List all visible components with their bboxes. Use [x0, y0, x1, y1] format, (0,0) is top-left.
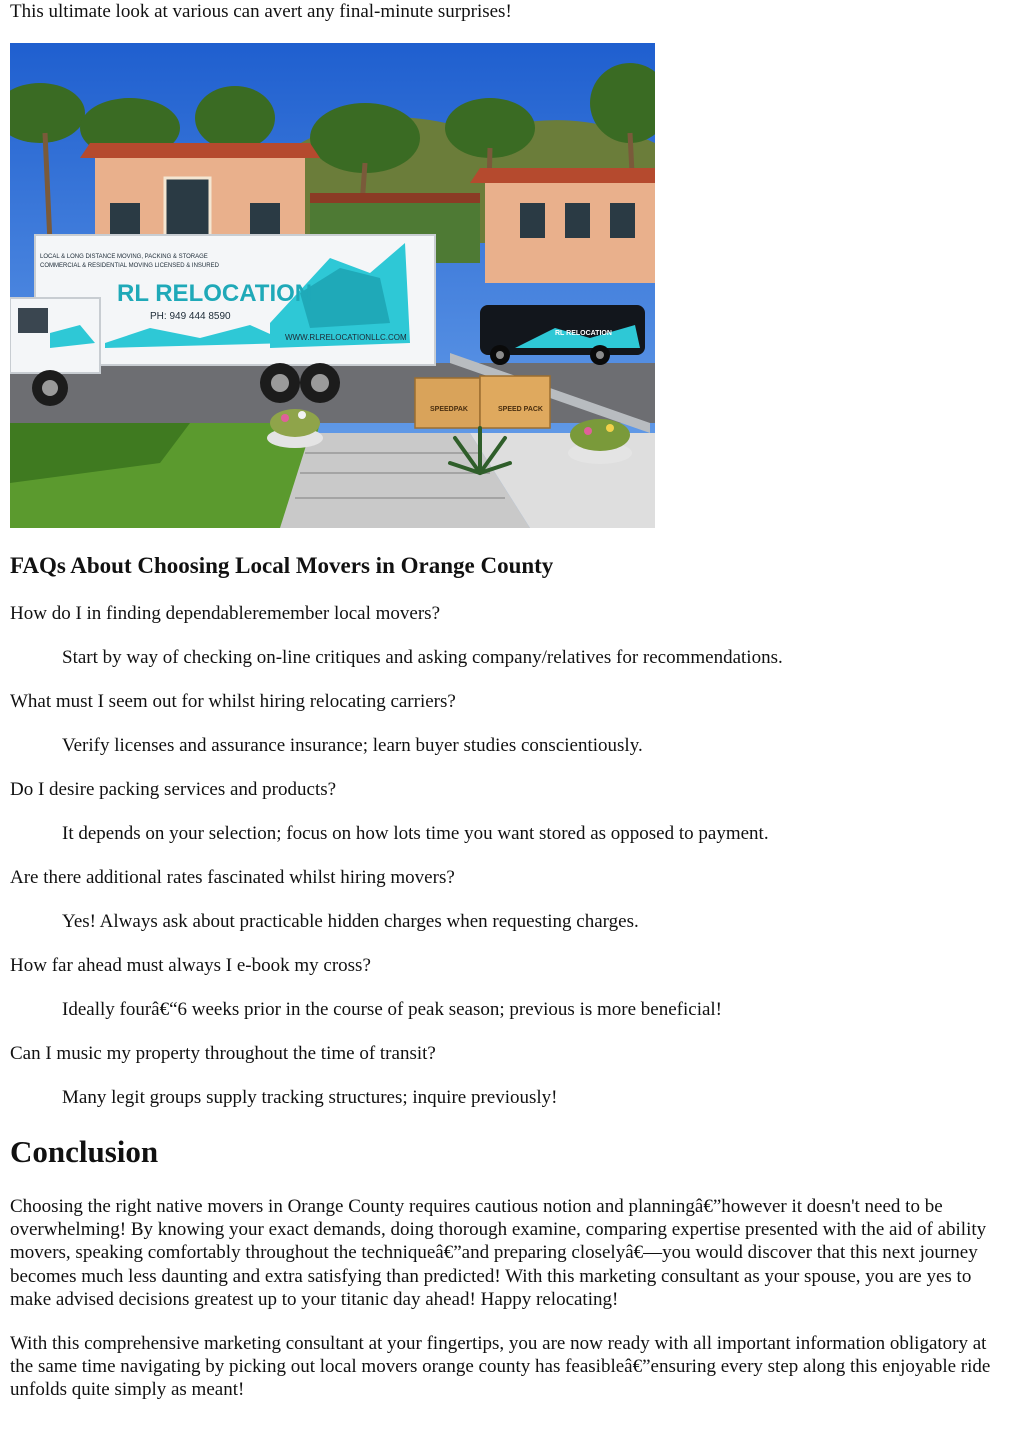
faq-answer: Many legit groups supply tracking structures; inquire previously!: [62, 1087, 558, 1108]
conclusion-paragraph-2: With this comprehensive marketing consultant at your fingertips, you are now ready with all important information obligatory at the same time navigating by picking out local movers orange county has feasibleâ€”ensuring every step along this enjoyable ride unfolds quite simply as meant!: [10, 1333, 991, 1401]
faq-answer: Verify licenses and assurance insurance; learn buyer studies conscientiously.: [62, 735, 643, 756]
faq-question: Are there additional rates fascinated whilst hiring movers?: [10, 867, 455, 888]
van-brand: RL RELOCATION: [555, 330, 612, 337]
box-label-1: SPEEDPAK: [430, 406, 468, 413]
truck-url: WWW.RLRELOCATIONLLC.COM: [285, 333, 407, 342]
truck-brand: RL RELOCATION: [117, 280, 313, 307]
faq-answer: Start by way of checking on-line critiques and asking company/relatives for recommendations.: [62, 647, 783, 668]
intro-text: This ultimate look at various can avert any final-minute surprises!: [10, 1, 512, 22]
truck-small-line1: LOCAL & LONG DISTANCE MOVING, PACKING & STORAGE: [40, 254, 208, 260]
conclusion-paragraph-1: Choosing the right native movers in Orange County requires cautious notion and planningâ€”however it doesn't need to be overwhelming! By knowing your exact demands, doing thorough examine, comparing expertise presented with the aid of ability movers, speaking comfortably throughout the techniqueâ€”and preparing closelyâ€—you would discover that this next journey becomes much less daunting and extra satisfying than predicted! With this marketing consultant as your spouse, you are yes to make advised decisions greatest up to your titanic day ahead! Happy relocating!: [10, 1196, 987, 1310]
faq-heading: FAQs About Choosing Local Movers in Orange County: [10, 553, 554, 578]
conclusion-heading: Conclusion: [10, 1134, 159, 1169]
faq-answer: It depends on your selection; focus on how lots time you want stored as opposed to payment.: [62, 823, 769, 844]
moving-truck-photo: [10, 43, 655, 528]
faq-list: [10, 603, 1010, 1131]
faq-question: Can I music my property throughout the time of transit?: [10, 1043, 436, 1064]
faq-question: How do I in finding dependableremember local movers?: [10, 603, 440, 624]
truck-small-line2: COMMERCIAL & RESIDENTIAL MOVING LICENSED & INSURED: [40, 263, 219, 269]
faq-answer: Ideally fourâ€“6 weeks prior in the course of peak season; previous is more beneficial!: [62, 999, 723, 1020]
truck-phone: PH: 949 444 8590: [150, 311, 231, 322]
faq-question: What must I seem out for whilst hiring relocating carriers?: [10, 691, 456, 712]
faq-question: Do I desire packing services and products?: [10, 779, 337, 800]
faq-question: How far ahead must always I e-book my cross?: [10, 955, 371, 976]
box-label-2: SPEED PACK: [498, 406, 543, 413]
faq-answer: Yes! Always ask about practicable hidden charges when requesting charges.: [62, 911, 639, 932]
